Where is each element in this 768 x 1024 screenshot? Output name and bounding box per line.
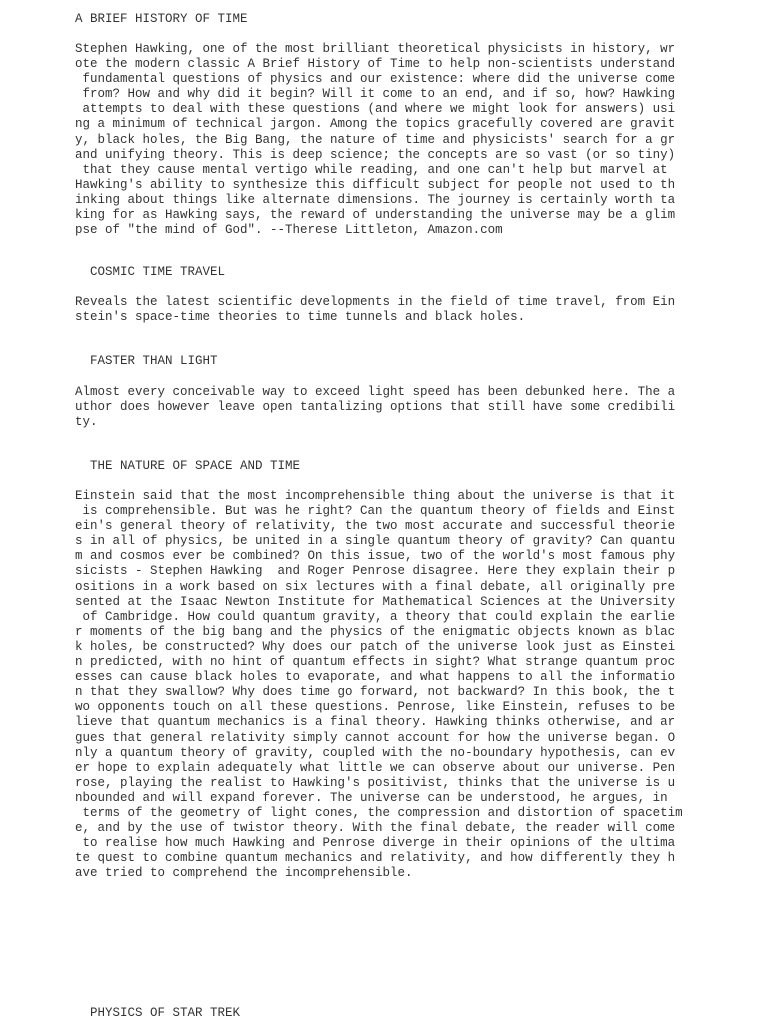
text-line: m and cosmos ever be combined? On this issue, two of the world's most famous phy	[75, 549, 676, 564]
section-title-physics-of-star-trek: PHYSICS OF STAR TREK	[75, 1006, 241, 1020]
text-line: terms of the geometry of light cones, the compression and distortion of spacetim	[75, 805, 683, 820]
text-line: lieve that quantum mechanics is a final theory. Hawking thinks otherwise, and ar	[75, 715, 676, 730]
text-line: nbounded and will expand forever. The universe can be understood, he argues, in	[75, 790, 668, 805]
text-line: Stephen Hawking, one of the most brilliant theoretical physicists in history, wr	[75, 42, 676, 56]
text-line: attempts to deal with these questions (and where we might look for answers) usi	[75, 102, 676, 117]
text-line: Hawking's ability to synthesize this difficult subject for people not used to th	[75, 177, 676, 192]
text-line: to realise how much Hawking and Penrose diverge in their opinions of the ultima	[75, 836, 676, 851]
section-body-brief-history	[75, 42, 675, 238]
text-line: Einstein said that the most incomprehensible thing about the universe is that it	[75, 489, 676, 503]
text-line: s in all of physics, be united in a single quantum theory of gravity? Can quantu	[75, 534, 676, 549]
text-line: ng a minimum of technical jargon. Among the topics gracefully covered are gravit	[75, 117, 676, 132]
section-title-nature-of-space-and-time: THE NATURE OF SPACE AND TIME	[75, 459, 301, 473]
text-line: fundamental questions of physics and our existence: where did the universe come	[75, 72, 676, 87]
text-line: ave tried to comprehend the incomprehensible.	[75, 866, 413, 881]
text-line: stein's space-time theories to time tunnels and black holes.	[75, 310, 526, 325]
text-line: wo opponents touch on all these questions. Penrose, like Einstein, refuses to be	[75, 700, 676, 715]
section-body-nature-of-space-and-time	[75, 489, 683, 881]
text-line: er hope to explain adequately what little we can observe about our universe. Pen	[75, 760, 676, 775]
text-line: king for as Hawking says, the reward of understanding the universe may be a glim	[75, 208, 676, 223]
section-title-faster-than-light: FASTER THAN LIGHT	[75, 354, 218, 368]
text-line: te quest to combine quantum mechanics and relativity, and how differently they h	[75, 851, 676, 866]
text-line: uthor does however leave open tantalizing options that still have some credibili	[75, 400, 676, 415]
text-line: k holes, be constructed? Why does our patch of the universe look just as Einstei	[75, 639, 676, 654]
text-line: that they cause mental vertigo while reading, and one can't help but marvel at	[75, 162, 668, 177]
text-line: n that they swallow? Why does time go forward, not backward? In this book, the t	[75, 685, 676, 700]
text-line: Almost every conceivable way to exceed light speed has been debunked here. The a	[75, 385, 676, 399]
section-body-cosmic-time-travel	[75, 295, 675, 325]
text-line: ein's general theory of relativity, the two most accurate and successful theorie	[75, 519, 676, 534]
text-line: sicists - Stephen Hawking and Roger Penrose disagree. Here they explain their p	[75, 564, 676, 579]
text-line: sented at the Isaac Newton Institute for Mathematical Sciences at the University	[75, 594, 676, 609]
text-line: Reveals the latest scientific developments in the field of time travel, from Ein	[75, 295, 676, 309]
section-body-faster-than-light	[75, 385, 675, 430]
text-line: pse of "the mind of God". --Therese Littleton, Amazon.com	[75, 223, 503, 238]
text-line: ote the modern classic A Brief History of Time to help non-scientists understand	[75, 57, 676, 72]
text-line: gues that general relativity simply cannot account for how the universe began. O	[75, 730, 676, 745]
text-line: is comprehensible. But was he right? Can the quantum theory of fields and Einst	[75, 504, 676, 519]
text-line: rose, playing the realist to Hawking's positivist, thinks that the universe is u	[75, 775, 676, 790]
text-line: n predicted, with no hint of quantum effects in sight? What strange quantum proc	[75, 655, 676, 670]
section-title-cosmic-time-travel: COSMIC TIME TRAVEL	[75, 265, 226, 279]
text-line: nly a quantum theory of gravity, coupled with the no-boundary hypothesis, can ev	[75, 745, 676, 760]
text-line: y, black holes, the Big Bang, the nature of time and physicists' search for a gr	[75, 132, 676, 147]
text-line: e, and by the use of twistor theory. With the final debate, the reader will come	[75, 821, 676, 836]
text-line: and unifying theory. This is deep science; the concepts are so vast (or so tiny)	[75, 147, 676, 162]
text-line: inking about things like alternate dimensions. The journey is certainly worth ta	[75, 192, 676, 207]
text-line: esses can cause black holes to evaporate, and what happens to all the informatio	[75, 670, 676, 685]
section-title-brief-history: A BRIEF HISTORY OF TIME	[75, 12, 248, 26]
text-line: from? How and why did it begin? Will it come to an end, and if so, how? Hawking	[75, 87, 676, 102]
text-line: ty.	[75, 415, 98, 430]
text-line: of Cambridge. How could quantum gravity, a theory that could explain the earlie	[75, 609, 676, 624]
text-line: r moments of the big bang and the physics of the enigmatic objects known as blac	[75, 624, 676, 639]
text-line: ositions in a work based on six lectures with a final debate, all originally pre	[75, 579, 676, 594]
